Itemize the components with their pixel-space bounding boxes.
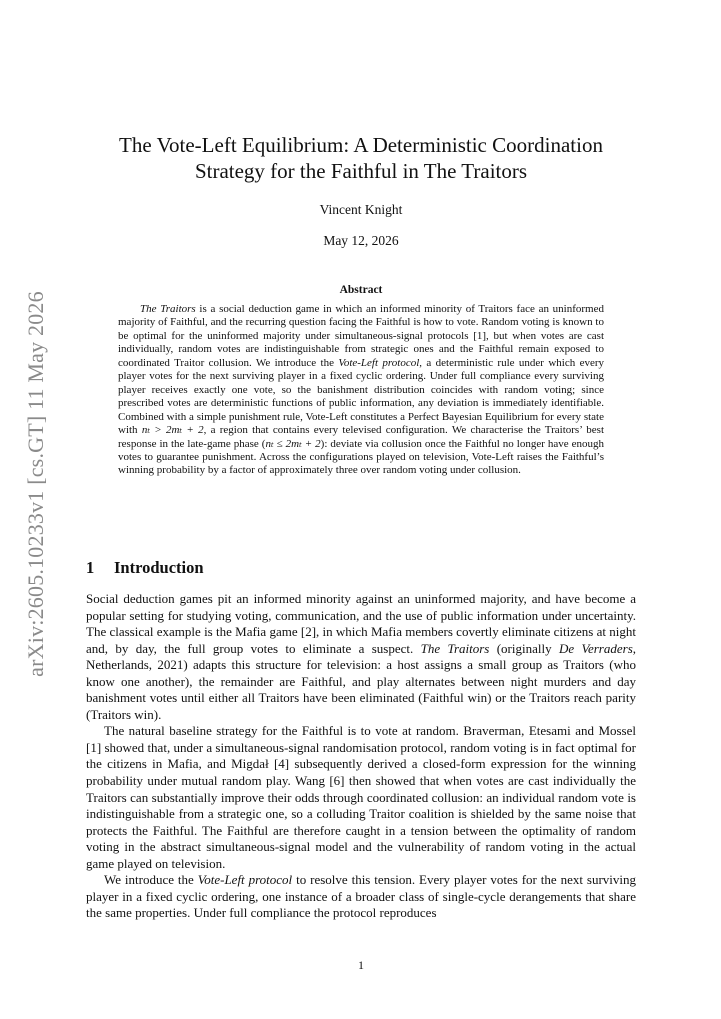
abstract-text-part-4: ): deviate via collusion once the Faithful no longer have enough votes to guarantee punishment. Across the configurations played on television, Vote-Left raises the Faithful’s winning probability by a factor of approximately three over random voting under collusion. xyxy=(118,437,604,477)
section-number: 1 xyxy=(86,558,95,577)
paragraph-3-text-a: We introduce the xyxy=(104,872,198,888)
author-name: Vincent Knight xyxy=(319,202,403,217)
paragraph-3-protocol-name: Vote-Left protocol xyxy=(197,872,293,888)
paragraph-1-text-c: , Netherlands, 2021) adapts this structure for television: a host assigns a small group as Traitors (who know one another), the remainder are Faithful, and play alternates between night murders and day banishment votes until either all Traitors have been eliminated (Faithful win) or the Traitors reach parity (Traitors win). xyxy=(86,640,637,722)
paragraph-1-text-b: (originally xyxy=(489,640,559,656)
abstract-text-part-3: , a region that contains every televised configuration. We characterise the Traitors’ best response in the late-game phase ( xyxy=(118,424,605,450)
abstract-text-part-1: is a social deduction game in which an informed minority of Traitors face an uninformed majority of Faithful, and the recurring question facing the Faithful is how to vote. Random voting is known to be optimal for the uninformed majority under simultaneous-signal protocols [1], but when votes are cast individually, random votes are indistinguishable from strategic ones and the Faithful remain exposed to coordinated Traitor collusion. We introduce the xyxy=(118,303,604,369)
paragraph-3-text-b: to resolve this tension. Every player votes for the next surviving player in a fixed cyclic ordering, one instance of a broader class of single-cycle derangements that share the same properties. Under full compliance the protocol reproduces xyxy=(86,872,636,921)
page-number: 1 xyxy=(358,958,364,972)
introduction-body xyxy=(86,591,636,922)
publication-date: May 12, 2026 xyxy=(323,233,399,248)
paragraph-1-show-name: The Traitors xyxy=(420,640,490,656)
paragraph-1-text-a: Social deduction games pit an informed minority against an uninformed majority, and have become a popular setting for studying voting, communication, and the use of public information under uncertainty. The classical example is the Mafia game [2], in which Mafia members covertly eliminate citizens at night and, by day, the full group votes to eliminate a suspect. xyxy=(86,591,636,656)
abstract-body xyxy=(118,303,604,478)
abstract-heading: Abstract xyxy=(339,284,383,296)
paragraph-1-original-name: De Verraders xyxy=(558,640,633,656)
paper-title-line-2: Strategy for the Faithful in The Traitors xyxy=(194,159,528,183)
paragraph-2: The natural baseline strategy for the Faithful is to vote at random. Braverman, Etesami and Mossel [1] showed that, under a simultaneous-signal randomisation protocol, random voting is in fact optimal for the citizens in Mafia, and Migdał [4] subsequently derived a closed-form expression for the winning probability under mutual random play. Wang [6] then showed that when votes are cast individually the Traitors can substantially improve their odds through coordinated collusion: an individual random vote is indistinguishable from a strategic one, so a colluding Traitor coalition is shielded by the same noise that protects the Faithful. The Faithful are therefore caught in a tension between the optimality of random voting in the abstract simultaneous-signal model and the vulnerability of random voting in the actual game played on television. xyxy=(86,723,636,871)
abstract-game-name: The Traitors xyxy=(140,303,196,315)
abstract-condition-1: nₜ > 2mₜ + 2 xyxy=(141,424,204,437)
abstract-protocol-name: Vote-Left protocol xyxy=(338,356,420,369)
arxiv-identifier-stamp xyxy=(16,291,56,677)
abstract-text-part-2: , a deterministic rule under which every player votes for the next surviving player in a fixed cyclic ordering. Under full compliance every surviving player receives exactly one vote, so the banishment distribution coincides with random voting; since prescribed votes are deterministic functions of public information, any deviation is immediately identifiable. Combined with a simple punishment rule, Vote-Left constitutes a Perfect Bayesian Equilibrium for every state with xyxy=(118,356,604,437)
paper-title-line-1: The Vote-Left Equilibrium: A Deterministic Coordination xyxy=(119,133,603,157)
paragraph-3 xyxy=(86,872,636,922)
paper-title xyxy=(86,132,636,184)
paragraph-1 xyxy=(86,591,636,723)
arxiv-identifier-text: arXiv:2605.10233v1 [cs.GT] 11 May 2026 xyxy=(23,291,48,677)
section-title: Introduction xyxy=(114,558,204,577)
abstract-condition-2: nₜ ≤ 2mₜ + 2 xyxy=(265,437,321,450)
section-heading-introduction xyxy=(86,557,636,579)
